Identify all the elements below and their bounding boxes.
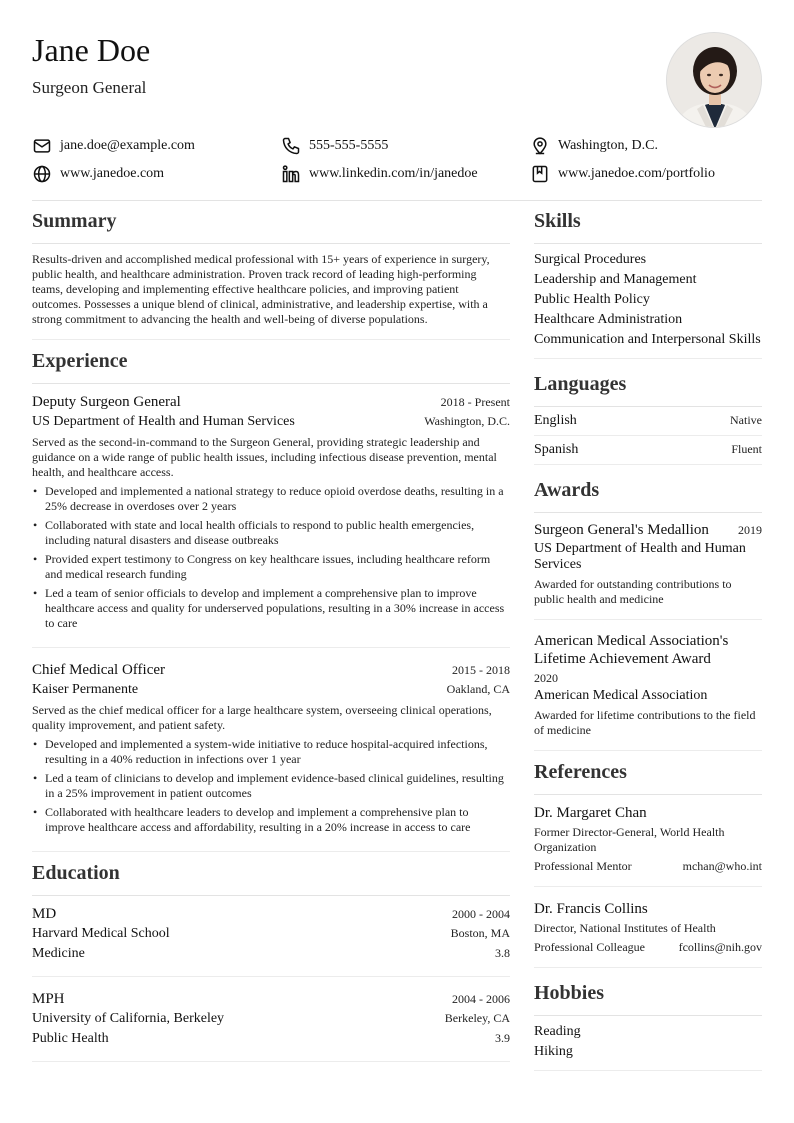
job-organization: US Department of Health and Human Services (32, 414, 295, 429)
portrait-image (667, 33, 762, 128)
reference-position: Former Director-General, World Health Organization (534, 825, 725, 854)
reference-name: Dr. Margaret Chan (534, 805, 647, 821)
job-dates: 2015 - 2018 (452, 663, 510, 677)
education-entry (32, 896, 510, 977)
education-entry (32, 977, 510, 1062)
job-achievements (32, 484, 510, 631)
education-heading: Education (32, 860, 510, 896)
contact-location (530, 134, 658, 158)
candidate-name: Jane Doe (32, 32, 151, 68)
award-year: 2019 (738, 523, 762, 537)
school-name: Harvard Medical School (32, 926, 170, 941)
job-dates: 2018 - Present (440, 395, 510, 409)
award-entry (534, 620, 762, 751)
contact-portfolio-text: www.janedoe.com/portfolio (558, 166, 715, 181)
references-section (534, 759, 762, 968)
contact-linkedin-text: www.linkedin.com/in/janedoe (309, 166, 478, 181)
contact-portfolio[interactable] (530, 162, 715, 186)
school-name: University of California, Berkeley (32, 1011, 225, 1026)
awards-heading: Awards (534, 477, 762, 513)
reference-entry (534, 887, 762, 968)
reference-position: Director, National Institutes of Health (534, 921, 716, 935)
contact-email[interactable] (32, 134, 195, 158)
job-organization: Kaiser Permanente (32, 682, 139, 697)
summary-text: Results-driven and accomplished medical professional with 15+ years of experience in surgery, public health, and healthcare administration. Proven track record of leading high-performing teams, developing and implementing effective healthcare policies, and improving patient outcomes. Possesses a unique blend of clinical, administrative, and leadership expertise, with a strong commitment to advancing the health and well-being of diverse populations. (32, 252, 510, 340)
linkedin-icon (281, 164, 301, 184)
contact-linkedin[interactable] (281, 162, 478, 186)
candidate-title: Surgeon General (32, 78, 147, 97)
degree: MPH (32, 991, 65, 1007)
contact-phone-text: 555-555-5555 (309, 138, 389, 153)
language-name: Spanish (534, 442, 579, 457)
contact-website[interactable] (32, 162, 164, 186)
reference-entry (534, 795, 762, 887)
school-location: Boston, MA (450, 926, 510, 940)
summary-section (32, 208, 510, 340)
achievement-item: • Led a team of senior officials to develop and implement a comprehensive plan to improve healthcare access and quality for underserved populations, resulting in a 30% increase in access to care (32, 586, 510, 631)
skills-section (534, 208, 762, 359)
education-dates: 2000 - 2004 (452, 907, 510, 921)
job-title: Deputy Surgeon General (32, 394, 181, 410)
education-section (32, 860, 510, 1062)
achievement-item: • Developed and implemented a national strategy to reduce opioid overdose deaths, resulting in a 25% decrease in overdoses over 2 years (32, 484, 510, 514)
languages-heading: Languages (534, 371, 762, 407)
location-icon (530, 136, 550, 156)
language-level: Native (730, 413, 762, 427)
field-of-study: Public Health (32, 1031, 109, 1046)
gpa: 3.9 (495, 1031, 510, 1045)
achievement-item: • Collaborated with state and local health officials to respond to public health emergencies, including natural disasters and disease outbreaks (32, 518, 510, 548)
reference-name: Dr. Francis Collins (534, 901, 648, 917)
award-description: Awarded for lifetime contributions to the field of medicine (534, 708, 756, 737)
achievement-item: • Provided expert testimony to Congress on key healthcare issues, including healthcare reform and medical research funding (32, 552, 510, 582)
degree: MD (32, 906, 57, 922)
portfolio-icon (530, 164, 550, 184)
achievement-item: • Developed and implemented a system-wide initiative to reduce hospital-acquired infections, resulting in a 40% reduction in infections over 1 year (32, 737, 510, 767)
award-entry (534, 513, 762, 620)
mail-icon (32, 136, 52, 156)
profile-photo (666, 32, 762, 128)
hobby-item: Reading (534, 1024, 581, 1039)
hobbies-list (534, 1016, 762, 1071)
phone-icon (281, 136, 301, 156)
main-column (32, 200, 510, 1062)
reference-relation: Professional Mentor (534, 859, 632, 873)
contact-phone[interactable] (281, 134, 388, 158)
job-description: Served as the chief medical officer for a large healthcare system, overseeing clinical operations, quality improvement, and patient safety. (32, 703, 492, 732)
hobby-item: Hiking (534, 1044, 573, 1059)
award-year: 2020 (534, 671, 558, 685)
experience-entry (32, 648, 510, 852)
job-description: Served as the second-in-command to the Surgeon General, providing strategic leadership and guidance on a wide range of public health issues, including infectious disease prevention, mental health, and healthcare access. (32, 435, 497, 479)
summary-heading: Summary (32, 208, 510, 244)
skill-item: Surgical Procedures (534, 252, 647, 267)
achievement-item: • Led a team of clinicians to develop and implement evidence-based clinical guidelines, resulting in a 25% improvement in patient outcomes (32, 771, 510, 801)
award-description: Awarded for outstanding contributions to public health and medicine (534, 577, 732, 606)
job-location: Washington, D.C. (424, 414, 510, 428)
award-title: Surgeon General's Medallion (534, 522, 709, 538)
award-title: American Medical Association's Lifetime Achievement Award (534, 633, 729, 667)
awards-section (534, 477, 762, 751)
hobbies-heading: Hobbies (534, 980, 762, 1016)
contact-website-text: www.janedoe.com (60, 166, 165, 181)
language-level: Fluent (731, 442, 762, 456)
reference-email[interactable]: mchan@who.int (682, 859, 762, 873)
contact-location-text: Washington, D.C. (558, 138, 658, 153)
school-location: Berkeley, CA (444, 1011, 510, 1025)
skills-heading: Skills (534, 208, 762, 244)
award-organization: American Medical Association (534, 688, 708, 703)
language-item (534, 407, 762, 436)
experience-section (32, 348, 510, 852)
language-name: English (534, 413, 577, 428)
skill-item: Leadership and Management (534, 272, 697, 287)
skill-item: Public Health Policy (534, 292, 650, 307)
field-of-study: Medicine (32, 946, 85, 961)
award-organization: US Department of Health and Human Services (534, 541, 746, 572)
contact-email-text: jane.doe@example.com (60, 138, 195, 153)
experience-heading: Experience (32, 348, 510, 384)
reference-relation: Professional Colleague (534, 940, 645, 954)
hobbies-section (534, 980, 762, 1071)
experience-entry (32, 384, 510, 648)
language-item (534, 436, 762, 465)
globe-icon (32, 164, 52, 184)
achievement-item: • Collaborated with healthcare leaders to develop and implement a comprehensive plan to improve healthcare access and affordability, resulting in a 20% increase in access to care (32, 805, 510, 835)
languages-section (534, 371, 762, 465)
reference-email[interactable]: fcollins@nih.gov (678, 940, 762, 954)
gpa: 3.8 (495, 946, 510, 960)
job-title: Chief Medical Officer (32, 662, 166, 678)
job-location: Oakland, CA (446, 682, 510, 696)
job-achievements (32, 737, 510, 835)
references-heading: References (534, 759, 762, 795)
skill-item: Healthcare Administration (534, 312, 683, 327)
education-dates: 2004 - 2006 (452, 992, 510, 1006)
sidebar-column (534, 200, 762, 1071)
skill-item: Communication and Interpersonal Skills (534, 332, 761, 347)
skills-list (534, 244, 762, 359)
